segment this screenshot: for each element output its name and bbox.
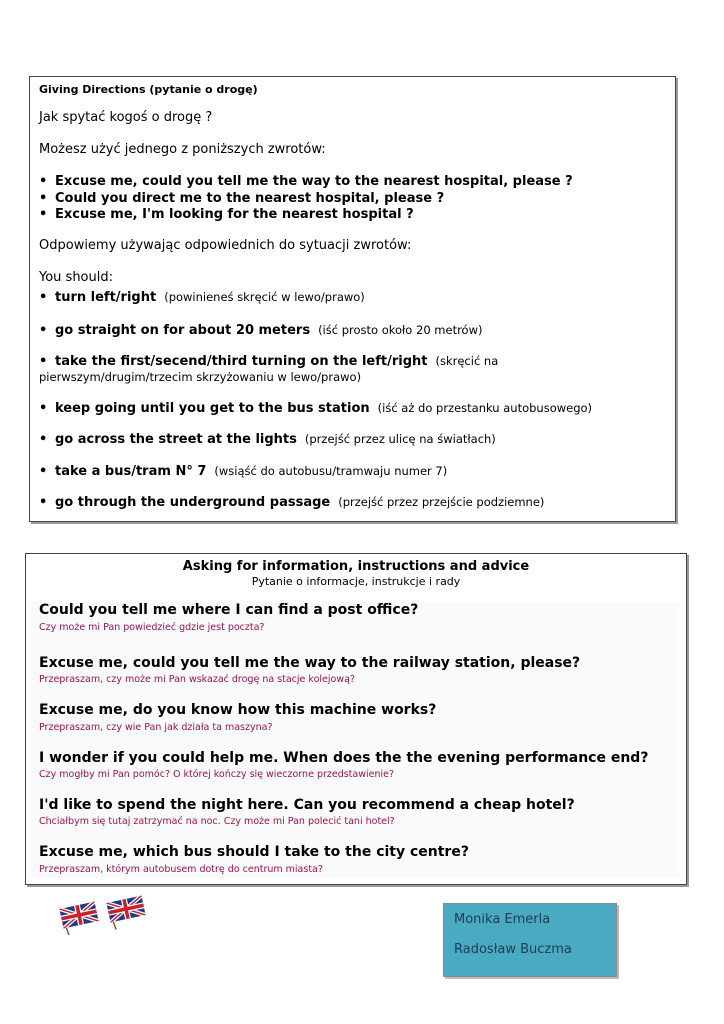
section-subtitle: Pytanie o informacje, instrukcje i rady bbox=[251, 575, 461, 588]
question-translation: Przepraszam, którym autobusem dotrę do centrum miasta? bbox=[39, 864, 323, 875]
phrase-item: • go straight on for about 20 meters (iść prosto około 20 metrów) bbox=[39, 323, 483, 338]
you-should-label: You should: bbox=[39, 270, 113, 285]
asking-information-box bbox=[25, 553, 687, 885]
question-phrase: Excuse me, could you tell me the way to the railway station, please? bbox=[39, 655, 581, 671]
question-translation: Czy może mi Pan powiedzieć gdzie jest poczta? bbox=[39, 622, 265, 633]
authors-box bbox=[443, 903, 617, 977]
list-item: • Excuse me, could you tell me the way to the nearest hospital, please ? bbox=[39, 174, 573, 189]
author-name: Radosław Buczma bbox=[454, 942, 572, 957]
question-phrase: Excuse me, which bus should I take to the city centre? bbox=[39, 844, 469, 860]
phrase-item: • take a bus/tram N° 7 (wsiąść do autobusu/tramwaju numer 7) bbox=[39, 464, 448, 479]
phrase-list bbox=[31, 602, 679, 878]
question-translation: Przepraszam, czy może mi Pan wskazać drogę na stacje kolejową? bbox=[39, 674, 355, 685]
question-phrase: I wonder if you could help me. When does the the evening performance end? bbox=[39, 750, 649, 766]
phrase-item: • take the first/secend/third turning on the left/right (skręcić na pierwszym/drugim/trzecim skrzyżowaniu w lewo/prawo) bbox=[39, 354, 499, 384]
intro-text: Możesz użyć jednego z poniższych zwrotów: bbox=[39, 142, 326, 157]
section-heading: Giving Directions (pytanie o drogę) bbox=[39, 83, 258, 96]
phrase-item: • go across the street at the lights (przejść przez ulicę na światłach) bbox=[39, 432, 496, 447]
question-text: Jak spytać kogoś o drogę ? bbox=[39, 110, 213, 125]
question-translation: Chciałbym się tutaj zatrzymać na noc. Czy może mi Pan polecić tani hotel? bbox=[39, 816, 395, 827]
question-phrase: I'd like to spend the night here. Can you recommend a cheap hotel? bbox=[39, 797, 575, 813]
example-questions-list bbox=[39, 174, 573, 224]
question-translation: Przepraszam, czy wie Pan jak działa ta maszyna? bbox=[39, 722, 273, 733]
phrase-item: • turn left/right (powinieneś skręcić w lewo/prawo) bbox=[39, 290, 365, 305]
question-translation: Czy mogłby mi Pan pomóc? O której kończy się wieczorne przedstawienie? bbox=[39, 769, 395, 780]
uk-flag-icon bbox=[106, 895, 147, 930]
list-item: • Could you direct me to the nearest hospital, please ? bbox=[39, 190, 445, 206]
giving-directions-box bbox=[29, 76, 676, 522]
answer-intro-text: Odpowiemy używając odpowiednich do sytuacji zwrotów: bbox=[39, 238, 412, 253]
question-phrase: Excuse me, do you know how this machine works? bbox=[39, 702, 437, 718]
question-phrase: Could you tell me where I can find a post office? bbox=[39, 602, 419, 618]
list-item: • Excuse me, I'm looking for the nearest hospital ? bbox=[39, 207, 414, 222]
phrase-item: • keep going until you get to the bus station (iść aż do przestanku autobusowego) bbox=[39, 401, 593, 416]
author-name: Monika Emerla bbox=[454, 912, 551, 927]
phrase-item: • go through the underground passage (przejść przez przejście podziemne) bbox=[39, 495, 545, 510]
section-title: Asking for information, instructions and advice bbox=[182, 559, 530, 574]
uk-flags bbox=[58, 895, 158, 935]
uk-flag-icon bbox=[59, 901, 100, 935]
